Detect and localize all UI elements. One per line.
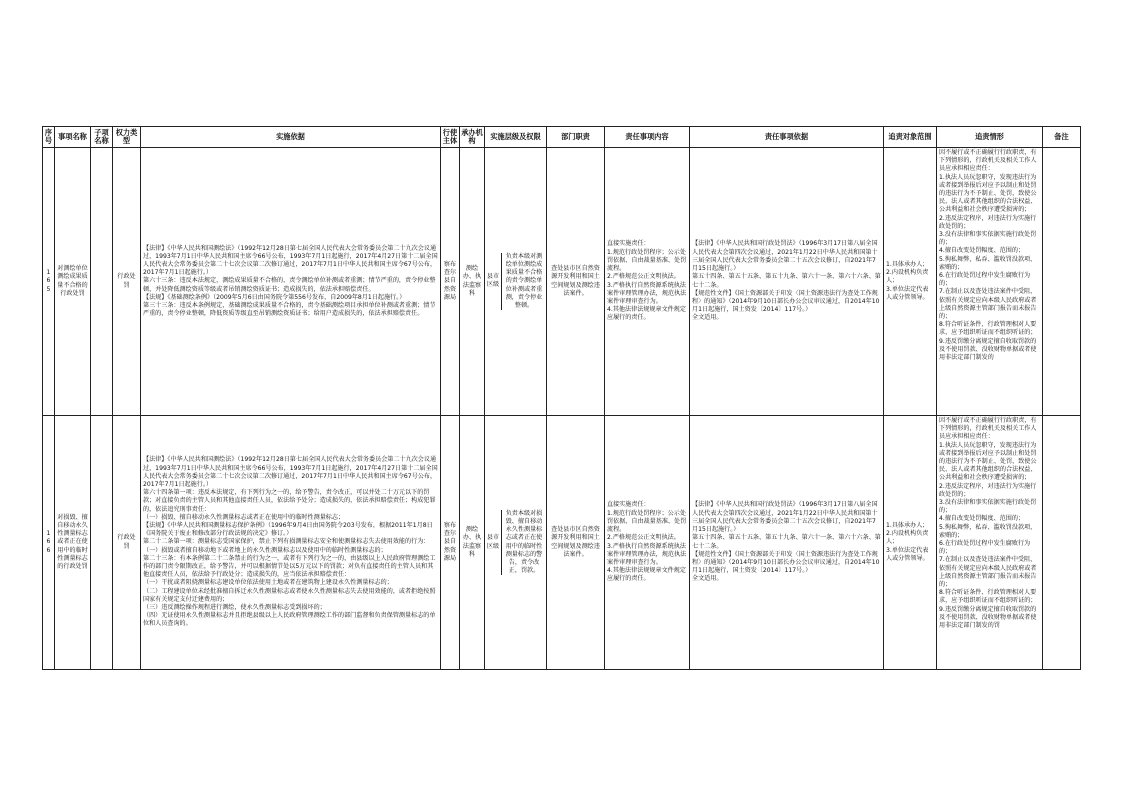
row-scope-line: 3.单位法定代表人或分管领导。 bbox=[886, 285, 929, 301]
row-level-desc: 负责本级对测绘单位测绘成果质量不合格的责令测绘单位补测或者重测，责令停业整顿。 bbox=[505, 252, 543, 309]
row-circ-line: 6.在行政处罚过程中发生腐败行为的； bbox=[939, 540, 1031, 556]
row-circ bbox=[937, 148, 1043, 416]
row-resp-basis bbox=[690, 148, 884, 416]
row-type: 行政处罚 bbox=[113, 148, 141, 416]
row-resp-line: 3.严格执行自然资源系统执法案件审理管理办法，规范执法案件审理审查行为。 bbox=[607, 281, 687, 305]
row-resp-basis-line: 第五十四条、第五十五条、第五十九条、第六十一条、第六十六条、第七十二条。 bbox=[692, 534, 881, 550]
row-level bbox=[485, 148, 547, 416]
header-note: 备注 bbox=[1043, 127, 1081, 148]
header-resp-basis: 责任事项依据 bbox=[690, 127, 884, 148]
row-circ-line: 3.没有法律和事实依据实施行政处罚的； bbox=[939, 231, 1037, 247]
row-level-label: 县市区级 bbox=[485, 510, 502, 576]
row-note bbox=[1043, 148, 1081, 416]
header-level: 实施层级及权限 bbox=[485, 127, 547, 148]
row-basis-line: 【法律】《中华人民共和国测绘法》（1992年12月28日第七届全国人民代表大会常务委员会第二十九次会议通过，1993年7月1日中华人民共和国主席令66号公布，1993年7月1日起施行，2017年4月27日第十二届全国人民代表大会常务委员会第二十七次会议第二次修订通过，2017年7月1日中华人民共和国主席令67号公布，2017年7月1日起施行。） bbox=[143, 456, 438, 488]
row-circ-line: 5.徇私舞弊，私吞、滥收罚没款项、索贿的； bbox=[939, 255, 1037, 271]
row-basis-line: 第二十三条：有本条例第二十二条禁止的行为之一，或者有下列行为之一的，由县级以上人民政府管理测绘工作的部门责令限期改正，给予警告，并可以根据情节处以5万元以下的罚款；对负有直接责任的主管人员和其他直接责任人员，依法给予行政处分；造成损失的，应当依法承担赔偿责任： bbox=[143, 554, 436, 579]
row-name: 对测绘单位测绘成果质量不合格的行政处罚 bbox=[55, 148, 91, 416]
row-resp-line: 直接实施责任： bbox=[607, 501, 650, 509]
row-basis-line: （二）工程建设单位未经批准擅自拆迁永久性测量标志或者使永久性测量标志失去使用效能的，或者拒绝按照国家有关规定支付迁建费用的； bbox=[143, 587, 436, 603]
row-resp bbox=[605, 148, 690, 416]
row-circ-line: 1.执法人员玩忽职守，发现违法行为或者接到举报后对应予以制止和处罚的违法行为不予制止、处罚，致使公民、法人或者其他组织的合法权益、公共利益和社会秩序遭受损害的； bbox=[939, 173, 1037, 214]
row-resp-line: 1.规范行政处罚程序；公示处罚依据、自由裁量基准、处罚流程。 bbox=[607, 509, 687, 534]
row-sub bbox=[91, 148, 113, 416]
header-row bbox=[43, 127, 1081, 148]
power-list-sheet bbox=[42, 126, 1080, 670]
row-subject: 察布查尔县自然资源局 bbox=[441, 416, 460, 670]
header-scope: 追责对象范围 bbox=[884, 127, 937, 148]
row-resp-line: 4.其他法律法规规章文件规定应履行的责任。 bbox=[607, 306, 686, 322]
row-basis-line: （一）损毁、擅自移动永久性测量标志或者正在使用中的临时性测量标志； bbox=[143, 513, 345, 521]
row-basis-line: （三）违反测绘操作规程进行测绘，使永久性测量标志受到损坏的； bbox=[143, 604, 326, 612]
table-row bbox=[43, 148, 1081, 416]
row-circ-line: 3.没有法律和事实依据实施行政处罚的； bbox=[939, 499, 1037, 515]
row-duty: 查处县市区自然资源开发利用和国土空间规划及测绘违法案件。 bbox=[547, 416, 605, 670]
row-resp-basis bbox=[690, 416, 884, 670]
row-dept: 测绘办、执法监察科 bbox=[460, 416, 485, 670]
header-seq: 序号 bbox=[43, 127, 55, 148]
row-scope-line: 2.内设机构负责人； bbox=[886, 530, 929, 546]
row-circ-line: 9.违反罚缴分离规定擅自收取罚款的及不使用罚款、没收财物单据或者使用非法定部门制发的罚 bbox=[939, 605, 1037, 630]
row-resp-line: 2.严格规范公正文明执法。 bbox=[607, 534, 680, 542]
row-circ-line: 2.违反法定程序，对违法行为实施行政处罚的； bbox=[939, 214, 1037, 230]
row-level bbox=[485, 416, 547, 670]
header-sub: 子项名称 bbox=[91, 127, 113, 148]
row-type: 行政处罚 bbox=[113, 416, 141, 670]
row-seq: 166 bbox=[43, 416, 55, 670]
row-resp-line: 1.规范行政处罚程序；公示处罚依据、自由裁量基准、处罚流程。 bbox=[607, 248, 687, 273]
row-circ-line: 4.擅自改变处罚幅度、范围的； bbox=[939, 247, 1025, 255]
row-circ-line: 9.违反罚缴分离规定擅自收取罚款的及不使用罚款、没收财物单据或者使用非法定部门制发的 bbox=[939, 337, 1037, 362]
row-sub bbox=[91, 416, 113, 670]
row-basis-line: 【法规】《中华人民共和国测量标志保护条例》（1996年9月4日由国务院令203号发布，根据2011年1月8日《国务院关于废止和修改部分行政法规的决定》修订。） bbox=[143, 521, 433, 538]
row-duty: 查处县市区自然资源开发利用和国土空间规划及测绘违法案件。 bbox=[547, 148, 605, 416]
row-subject: 察布查尔县自然资源局 bbox=[441, 148, 460, 416]
power-list-table bbox=[42, 126, 1081, 670]
row-resp-basis-line: 【规范性文件】《国土资源部关于印发〈国土资源违法行为查处工作规程〉的通知》（2014年9月10日部长办公会议审议通过，自2014年10月1日起施行，国土资发〔2014〕117号。） bbox=[692, 550, 880, 575]
row-circ-line: 1.执法人员玩忽职守，发现违法行为或者接到举报后对应予以制止和处罚的违法行为不予制止、处罚，致使公民、法人或者其他组织的合法权益、公共利益和社会秩序遭受损害的； bbox=[939, 441, 1037, 482]
row-scope-line: 2.内设机构负责人； bbox=[886, 269, 929, 285]
row-basis-line: （一）损毁或者擅自移动地下或者地上的永久性测量标志以及使用中的临时性测量标志的； bbox=[143, 546, 387, 554]
row-level-label: 县市区级 bbox=[485, 253, 502, 310]
row-scope-line: 1.具体承办人； bbox=[886, 521, 929, 529]
row-basis bbox=[141, 148, 441, 416]
header-resp: 责任事项内容 bbox=[605, 127, 690, 148]
header-type: 权力类型 bbox=[113, 127, 141, 148]
row-resp-basis-line: 【法律】《中华人民共和国行政处罚法》（1996年3月17日第八届全国人民代表大会第四次会议通过，2021年1月22日中华人民共和国第十三届全国人民代表大会常务委员会第二十五次会议修订，自2021年7月15日起施行。） bbox=[692, 501, 878, 534]
row-resp-basis-line: 第五十四条、第五十五条、第五十九条、第六十一条、第六十六条、第七十二条。 bbox=[692, 273, 881, 289]
row-scope-line: 3.单位法定代表人或分管领导。 bbox=[886, 546, 929, 562]
header-circ: 追责情形 bbox=[937, 127, 1043, 148]
row-circ-line: 6.在行政处罚过程中发生腐败行为的； bbox=[939, 272, 1031, 288]
header-duty: 部门职责 bbox=[547, 127, 605, 148]
row-dept: 测绘办、执法监察科 bbox=[460, 148, 485, 416]
header-basis: 实施依据 bbox=[141, 127, 441, 148]
table-row bbox=[43, 416, 1081, 670]
row-circ-line: 7.在制止以及查处违法案件中受阻，依照有关规定应向本级人民政府或者上级自然资源主管部门报告而未报告的； bbox=[939, 556, 1037, 589]
header-name: 事项名称 bbox=[55, 127, 91, 148]
row-circ-line: 7.在制止以及查处违法案件中受阻，依照有关规定应向本级人民政府或者上级自然资源主管部门报告而未报告的； bbox=[939, 288, 1037, 321]
row-resp bbox=[605, 416, 690, 670]
row-circ-line: 4.擅自改变处罚幅度、范围的； bbox=[939, 515, 1025, 523]
row-basis-line: 第二十二条第一项：测量标志受国家保护，禁止下列有损测量标志安全和使测量标志失去使用效能的行为： bbox=[143, 538, 430, 546]
row-level-desc: 负责本级对损毁、擅自移动永久性测量标志或者正在使用中的临时性测量标志的警告，责令改正，罚款。 bbox=[505, 509, 543, 575]
row-basis-line: （四）无证使用永久性测量标志并且拒绝县级以上人民政府管理测绘工作的部门监督和负责保管测量标志的单位和人员查询的。 bbox=[143, 612, 436, 628]
row-name: 对损毁、擅自移动永久性测量标志或者正在使用中的临时性测量标志的行政处罚 bbox=[55, 416, 91, 670]
row-seq: 165 bbox=[43, 148, 55, 416]
row-resp-basis-line: 【法律】《中华人民共和国行政处罚法》（1996年3月17日第八届全国人民代表大会第四次会议通过，2021年1月22日中华人民共和国第十三届全国人民代表大会常务委员会第二十五次会议修订，自2021年7月15日起施行。） bbox=[692, 240, 878, 273]
row-circ-line: 5.徇私舞弊，私吞、滥收罚没款项、索贿的； bbox=[939, 523, 1037, 539]
header-subject: 行使主体 bbox=[441, 127, 460, 148]
row-resp-line: 2.严格规范公正文明执法。 bbox=[607, 273, 680, 281]
row-resp-basis-line: 全文适用。 bbox=[692, 314, 723, 322]
row-resp-basis-line: 全文适用。 bbox=[692, 575, 723, 583]
header-dept: 承办机构 bbox=[460, 127, 485, 148]
row-circ-line: 因不履行或不正确履行行政职责，有下列情形的，行政机关及相关工作人员应承担相应责任： bbox=[939, 149, 1037, 173]
row-circ-line: 2.违反法定程序，对违法行为实施行政处罚的； bbox=[939, 482, 1037, 498]
row-basis-line: 第六十三条：违反本法规定，测绘成果质量不合格的，责令测绘单位补测或者重测；情节严重的，责令停业整顿，并处降低测绘资质等级或者吊销测绘资质证书；造成损失的，依法承担赔偿责任。 bbox=[143, 277, 436, 293]
row-circ-line: 8.符合听证条件、行政管理相对人要求，应予组织听证而不组织听证的； bbox=[939, 589, 1037, 605]
row-scope-line: 1.具体承办人； bbox=[886, 260, 929, 268]
row-basis-line: 【法规】《基础测绘条例》（2009年5月6日由国务院令第556号发布，自2009年8月1日起施行。） bbox=[143, 293, 406, 301]
row-basis-line: 第六十四条第一项：违反本法规定，有下列行为之一的，给予警告，责令改正，可以并处二十万元以下的罚款；对直接负责的主管人员和其他直接责任人员，依法给予处分；造成损失的，依法承担赔偿责任；构成犯罪的，依法追究刑事责任： bbox=[143, 489, 436, 513]
row-scope bbox=[884, 416, 937, 670]
row-resp-basis-line: 【规范性文件】《国土资源部关于印发〈国土资源违法行为查处工作规程〉的通知》（2014年9月10日部长办公会议审议通过，自2014年10月1日起施行，国土资发〔2014〕117号。） bbox=[692, 289, 880, 314]
row-note bbox=[1043, 416, 1081, 670]
row-resp-line: 3.严格执行自然资源系统执法案件审理管理办法，规范执法案件审理审查行为。 bbox=[607, 542, 687, 566]
row-resp-line: 4.其他法律法规规章文件规定应履行的责任。 bbox=[607, 567, 686, 583]
row-circ-line: 8.符合听证条件、行政管理相对人要求，应予组织听证而不组织听证的； bbox=[939, 321, 1037, 337]
row-basis-line: （一）干扰或者阻挠测量标志建设单位依法使用土地或者在建筑物上建设永久性测量标志的； bbox=[143, 579, 393, 587]
row-circ bbox=[937, 416, 1043, 670]
row-basis bbox=[141, 416, 441, 670]
row-scope bbox=[884, 148, 937, 416]
row-resp-line: 直接实施责任： bbox=[607, 240, 650, 248]
row-basis-line: 第三十三条：违反本条例规定，基础测绘成果质量不合格的，责令基础测绘项目承担单位补测或者重测；情节严重的，责令停业整顿，降低资质等级直至吊销测绘资质证书；给用户造成损失的，依法承担赔偿责任。 bbox=[143, 302, 436, 318]
row-basis-line: 【法律】《中华人民共和国测绘法》（1992年12月28日第七届全国人民代表大会常务委员会第二十九次会议通过，1993年7月1日中华人民共和国主席令66号公布，1993年7月1日起施行，2017年4月27日第十二届全国人民代表大会常务委员会第二十七次会议第二次修订通过，2017年7月1日中华人民共和国主席令67号公布，2017年7月1日起施行。） bbox=[143, 244, 438, 277]
row-circ-line: 因不履行或不正确履行行政职责，有下列情形的，行政机关及相关工作人员应承担相应责任： bbox=[939, 417, 1037, 441]
